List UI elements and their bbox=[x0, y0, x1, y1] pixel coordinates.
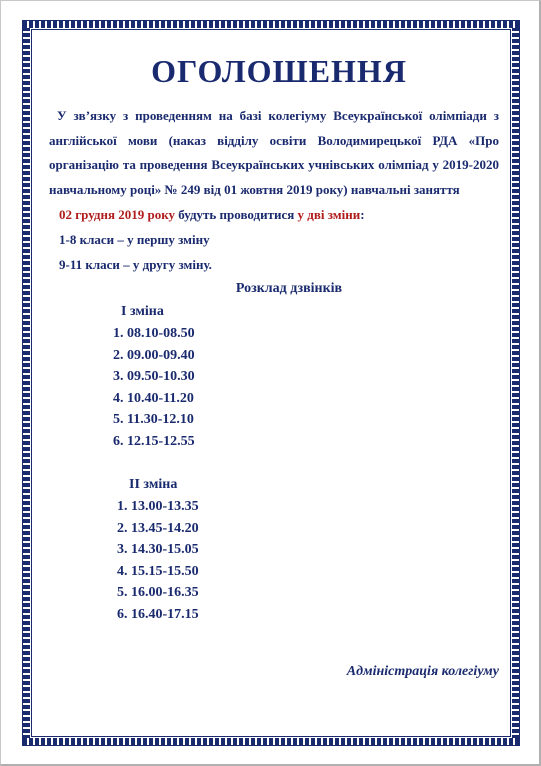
shift-1-slots bbox=[113, 323, 499, 452]
two-shifts-text: у дві зміни bbox=[297, 207, 361, 222]
slot: 1. 08.10-08.50 bbox=[113, 326, 195, 341]
slot: 3. 09.50-10.30 bbox=[113, 369, 195, 384]
slot: 6. 16.40-17.15 bbox=[117, 606, 199, 622]
shift-2-title: II зміна bbox=[129, 477, 178, 492]
slot: 3. 14.30-15.05 bbox=[117, 542, 199, 557]
page-title: ОГОЛОШЕННЯ bbox=[151, 53, 407, 89]
slot: 5. 11.30-12.10 bbox=[113, 412, 194, 427]
announcement-content bbox=[49, 52, 499, 679]
slot: 4. 10.40-11.20 bbox=[113, 390, 194, 406]
slot: 4. 15.15-15.50 bbox=[117, 563, 199, 579]
slot: 1. 13.00-13.35 bbox=[117, 499, 199, 514]
slot: 2. 09.00-09.40 bbox=[113, 347, 195, 363]
slot: 6. 12.15-12.55 bbox=[113, 433, 195, 449]
signature: Адміністрація колегіуму bbox=[346, 664, 499, 679]
schedule-title: Розклад дзвінків bbox=[235, 281, 343, 296]
shift-2-block bbox=[59, 474, 499, 625]
shift-line-2: 9-11 класи – у другу зміну. bbox=[59, 257, 212, 272]
date-line-middle: будуть проводитися bbox=[175, 207, 298, 222]
slot: 2. 13.45-14.20 bbox=[117, 520, 199, 536]
shift-1-block bbox=[59, 301, 499, 452]
intro-paragraph: У зв’язку з проведенням на базі колегіуму Всеукраїнської олімпіади з англійської мови (наказ відділу освіти Володимирецької РДА «Про організацію та проведення Всеукраїнських учнівських олімпіад у 2019-2020 навчальному році» № 249 від 01 жовтня 2019 року) навчальні заняття bbox=[49, 108, 499, 197]
date-line-end: : bbox=[360, 207, 365, 222]
date-line bbox=[59, 202, 499, 227]
date-text: 02 грудня 2019 року bbox=[59, 207, 176, 222]
shift-line-1: 1-8 класи – у першу зміну bbox=[59, 232, 210, 247]
shift-2-slots bbox=[117, 496, 499, 625]
slot: 5. 16.00-16.35 bbox=[117, 585, 199, 600]
shift-1-title: I зміна bbox=[121, 304, 164, 319]
